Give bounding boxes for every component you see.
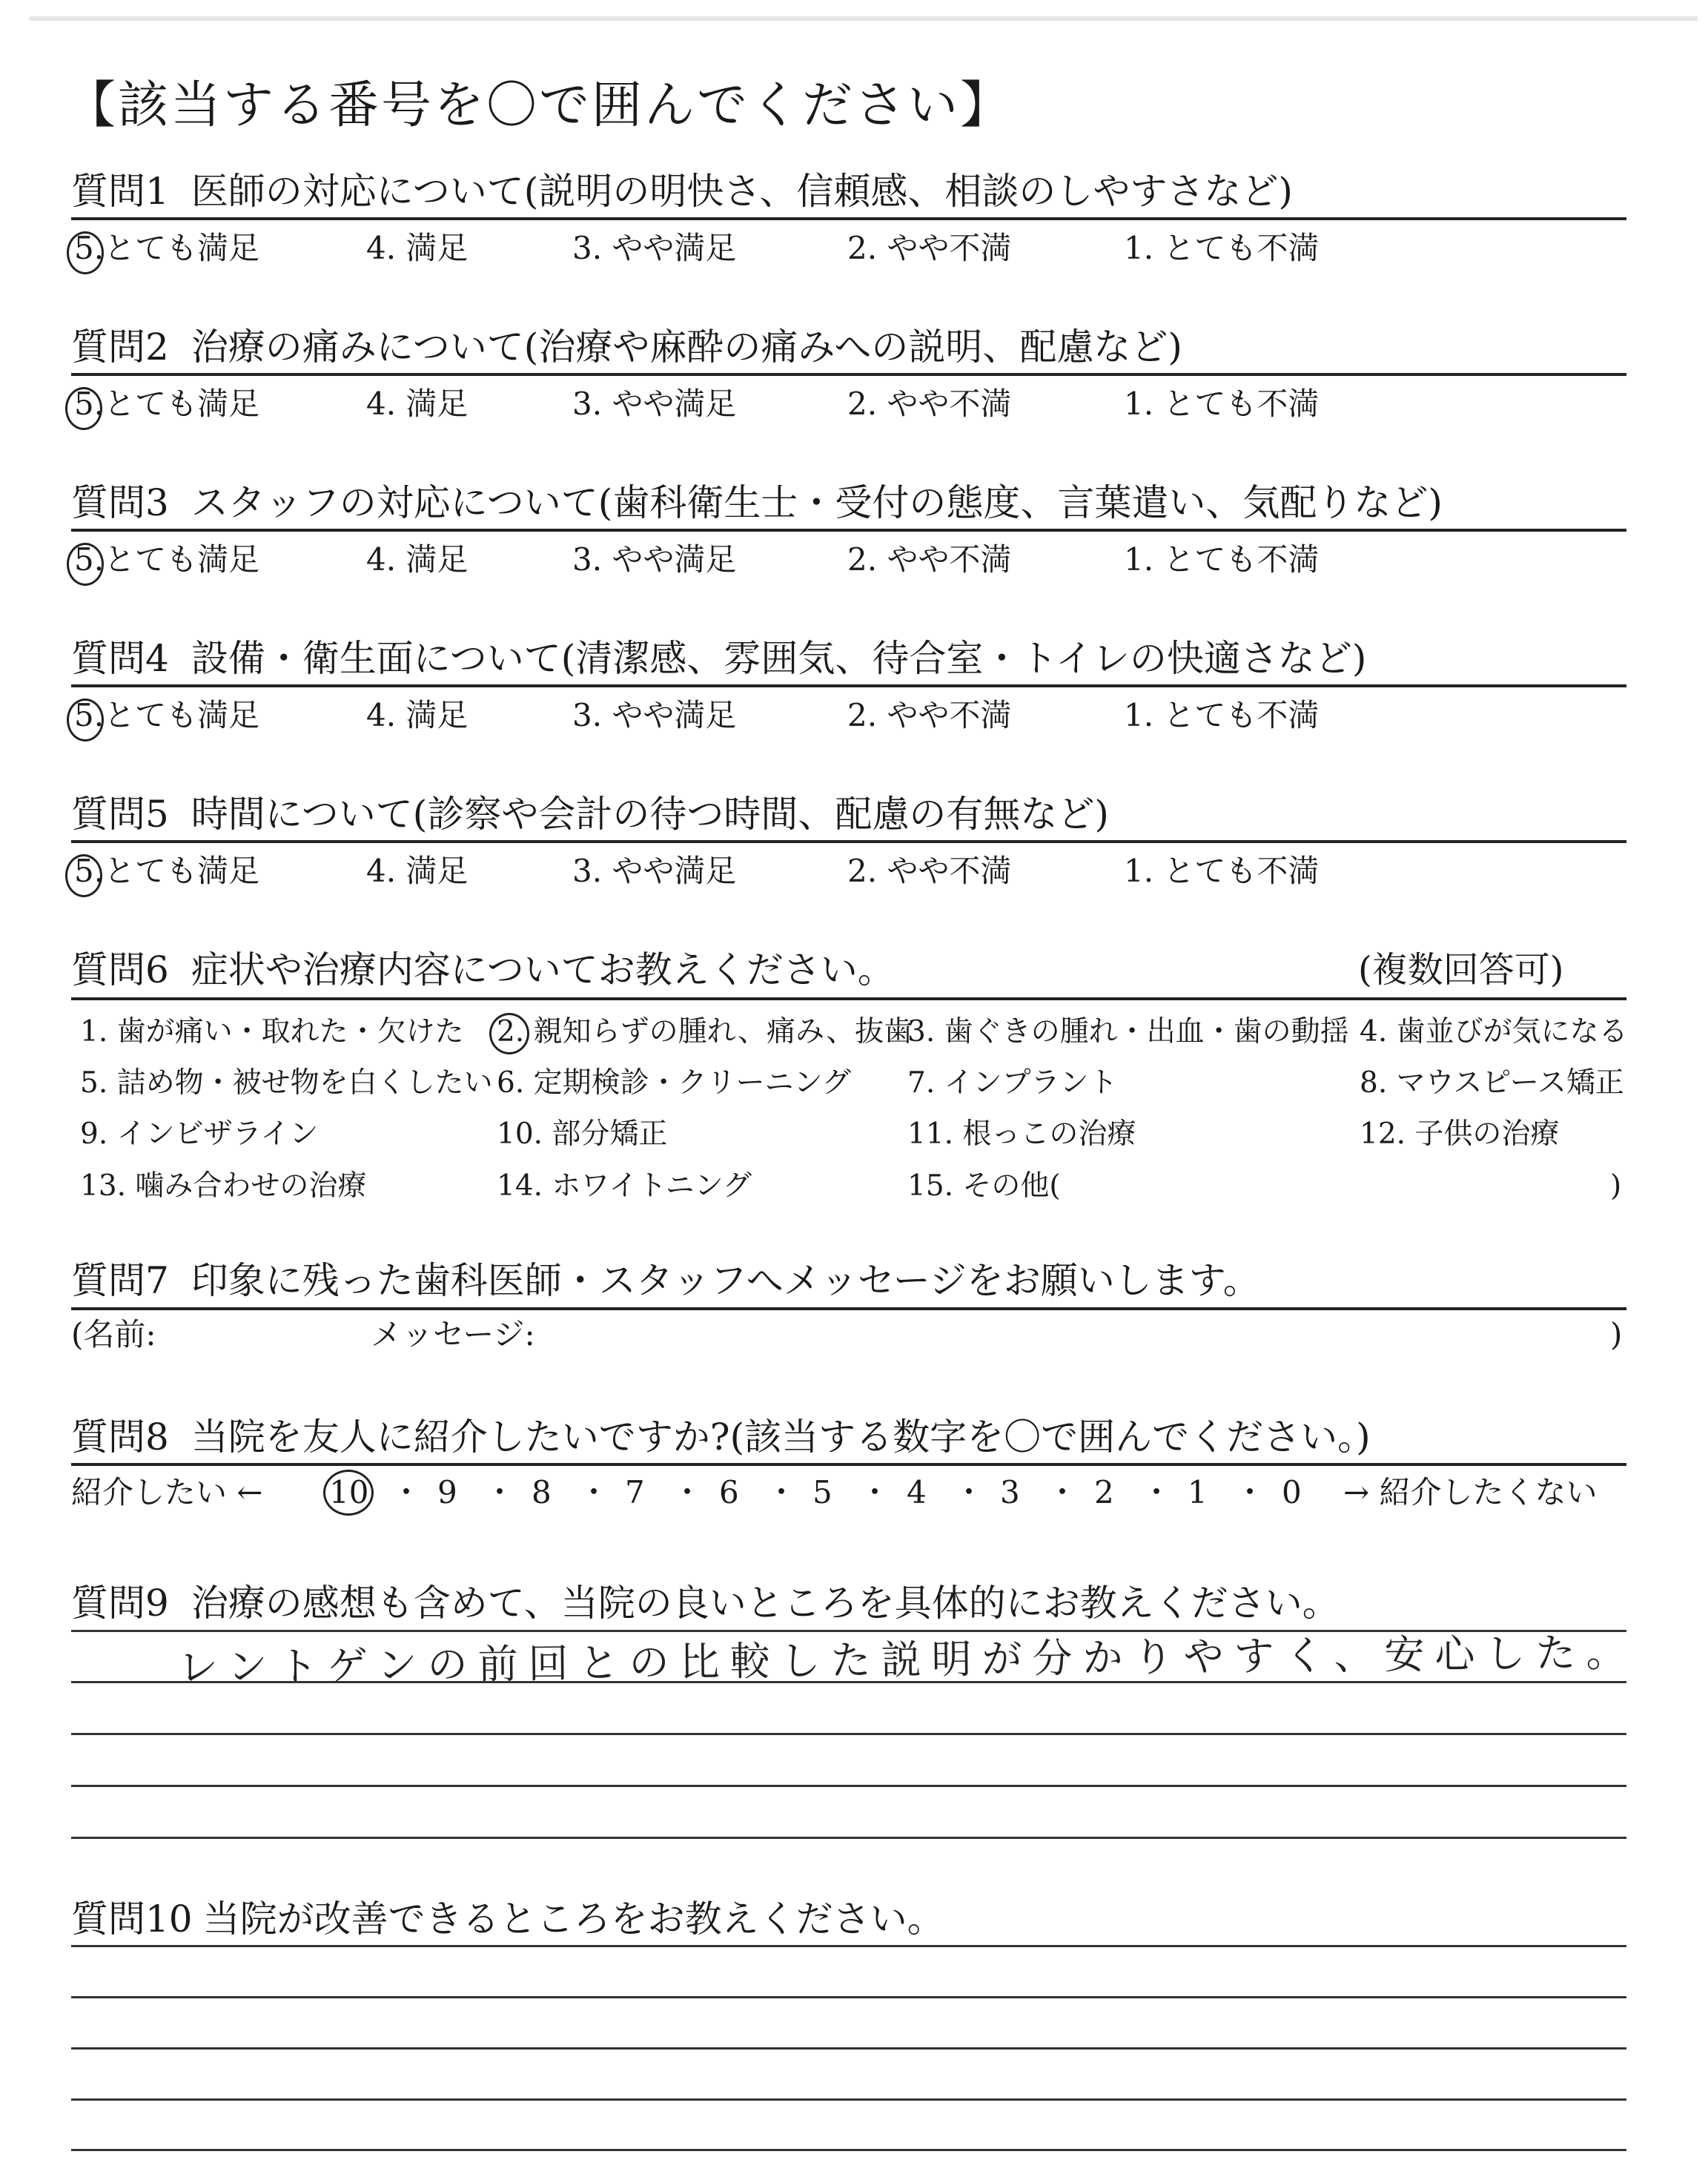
option-5[interactable]: 5.とても満足 — [74, 230, 260, 266]
answer-line — [71, 1733, 1626, 1735]
option-5[interactable]: 5.とても満足 — [74, 386, 260, 422]
scale-dot: ・ — [859, 1474, 891, 1510]
handwritten-answer[interactable]: レントゲンの前回との比較した説明が分かりやすく、安心した。 — [177, 1628, 1637, 1691]
question-number: 質問10 — [71, 1898, 193, 1941]
question-number: 質問8 — [71, 1416, 169, 1459]
option-1[interactable]: 1. とても不満 — [1124, 386, 1320, 422]
answer-line — [71, 1785, 1626, 1787]
option-4[interactable]: 4. 満足 — [366, 697, 469, 733]
q6-option-4[interactable]: 4. 歯並びが気になる — [1360, 1015, 1628, 1048]
not-recommend-label: → 紹介したくない — [1343, 1474, 1598, 1510]
option-5[interactable]: 5.とても満足 — [74, 697, 260, 733]
scan-edge — [30, 16, 1698, 21]
q6-option-12[interactable]: 12. 子供の治療 — [1360, 1117, 1560, 1151]
question-number: 質問2 — [71, 326, 169, 369]
multiple-answer-note: (複数回答可) — [1358, 949, 1564, 991]
q6-option-5[interactable]: 5. 詰め物・被せ物を白くしたい — [80, 1066, 493, 1100]
scale-dot: ・ — [953, 1474, 985, 1510]
score-1[interactable]: 1 — [1188, 1474, 1208, 1510]
answer-line — [71, 1996, 1626, 1998]
q6-option-1[interactable]: 1. 歯が痛い・取れた・欠けた — [80, 1015, 464, 1048]
score-9[interactable]: 9 — [437, 1474, 457, 1510]
question-number: 質問5 — [71, 793, 169, 836]
option-2[interactable]: 2. やや不満 — [847, 697, 1012, 733]
q6-option-10[interactable]: 10. 部分矯正 — [497, 1117, 668, 1151]
page-title: 【該当する番号を〇で囲んでください】 — [65, 76, 1013, 135]
score-5[interactable]: 5 — [812, 1474, 833, 1510]
option-1[interactable]: 1. とても不満 — [1124, 541, 1320, 578]
question-number: 質問3 — [71, 481, 169, 524]
option-2[interactable]: 2. やや不満 — [847, 853, 1012, 889]
answer-line — [71, 2149, 1626, 2151]
q6-option-8[interactable]: 8. マウスピース矯正 — [1360, 1066, 1624, 1100]
divider — [71, 217, 1626, 220]
message-label: メッセージ: — [371, 1316, 535, 1353]
option-4[interactable]: 4. 満足 — [366, 853, 469, 889]
scale-dot: ・ — [1047, 1474, 1079, 1510]
divider — [71, 1463, 1626, 1466]
option-3[interactable]: 3. やや満足 — [572, 230, 737, 266]
option-4[interactable]: 4. 満足 — [366, 386, 469, 422]
divider — [71, 840, 1626, 843]
question-text: 医師の対応について(説明の明快さ、信頼感、相談のしやすさなど) — [191, 170, 1293, 213]
option-5[interactable]: 5.とても満足 — [74, 853, 260, 889]
question-text: スタッフの対応について(歯科衛生士・受付の態度、言葉遣い、気配りなど) — [191, 481, 1443, 524]
option-1[interactable]: 1. とても不満 — [1124, 853, 1320, 889]
question-text: 症状や治療内容についてお教えください。 — [191, 948, 895, 991]
answer-line — [71, 2047, 1626, 2050]
score-10[interactable]: 10 — [329, 1474, 369, 1510]
scale-dot: ・ — [578, 1474, 610, 1510]
answer-line — [71, 1837, 1626, 1839]
option-5[interactable]: 5.とても満足 — [74, 541, 260, 578]
option-1[interactable]: 1. とても不満 — [1124, 697, 1320, 733]
scale-dot: ・ — [672, 1474, 704, 1510]
option-3[interactable]: 3. やや満足 — [572, 697, 737, 733]
option-2[interactable]: 2. やや不満 — [847, 230, 1012, 266]
score-2[interactable]: 2 — [1094, 1474, 1114, 1510]
divider — [71, 373, 1626, 376]
score-7[interactable]: 7 — [625, 1474, 645, 1510]
score-6[interactable]: 6 — [719, 1474, 739, 1510]
question-text: 治療の感想も含めて、当院の良いところを具体的にお教えください。 — [191, 1582, 1340, 1625]
question-text: 印象に残った歯科医師・スタッフへメッセージをお願いします。 — [191, 1259, 1260, 1302]
q6-option-15[interactable]: 15. その他( — [907, 1169, 1061, 1203]
q6-option-13[interactable]: 13. 噛み合わせの治療 — [80, 1169, 367, 1203]
question-number: 質問6 — [71, 948, 169, 991]
question-number: 質問7 — [71, 1259, 169, 1302]
recommend-label: 紹介したい ← — [71, 1474, 263, 1510]
answer-line — [71, 2098, 1626, 2101]
name-label: (名前: — [71, 1316, 156, 1353]
question-number: 質問4 — [71, 637, 169, 680]
question-text: 時間について(診察や会計の待つ時間、配慮の有無など) — [191, 793, 1109, 836]
option-1[interactable]: 1. とても不満 — [1124, 230, 1320, 266]
q6-option-2[interactable]: 2. 親知らずの腫れ、痛み、抜歯 — [497, 1015, 913, 1048]
question-text: 治療の痛みについて(治療や麻酔の痛みへの説明、配慮など) — [191, 326, 1182, 369]
question-number: 質問1 — [71, 170, 169, 213]
q6-option-9[interactable]: 9. インビザライン — [80, 1117, 319, 1151]
score-3[interactable]: 3 — [1000, 1474, 1020, 1510]
q6-option-3[interactable]: 3. 歯ぐきの腫れ・出血・歯の動揺 — [907, 1015, 1349, 1048]
divider — [71, 997, 1626, 1000]
question-text: 当院を友人に紹介したいですか?(該当する数字を〇で囲んでください。) — [191, 1416, 1371, 1459]
option-3[interactable]: 3. やや満足 — [572, 541, 737, 578]
answer-line — [71, 1945, 1626, 1947]
q6-option-7[interactable]: 7. インプラント — [907, 1066, 1118, 1100]
question-text: 設備・衛生面について(清潔感、雰囲気、待合室・トイレの快適さなど) — [191, 637, 1367, 680]
divider — [71, 1307, 1626, 1310]
score-8[interactable]: 8 — [532, 1474, 552, 1510]
option-4[interactable]: 4. 満足 — [366, 541, 469, 578]
scale-dot: ・ — [1141, 1474, 1173, 1510]
option-2[interactable]: 2. やや不満 — [847, 541, 1012, 578]
option-2[interactable]: 2. やや不満 — [847, 386, 1012, 422]
divider — [71, 684, 1626, 687]
scale-dot: ・ — [1234, 1474, 1266, 1510]
option-4[interactable]: 4. 満足 — [366, 230, 469, 266]
q6-option-11[interactable]: 11. 根っこの治療 — [907, 1117, 1136, 1151]
divider — [71, 529, 1626, 532]
q6-option-6[interactable]: 6. 定期検診・クリーニング — [497, 1066, 851, 1100]
other-close-paren: ) — [1610, 1169, 1622, 1203]
option-3[interactable]: 3. やや満足 — [572, 386, 737, 422]
score-0[interactable]: 0 — [1282, 1474, 1302, 1510]
message-close-paren: ) — [1610, 1316, 1623, 1353]
question-text: 当院が改善できるところをお教えください。 — [202, 1898, 944, 1941]
q6-option-14[interactable]: 14. ホワイトニング — [497, 1169, 752, 1203]
score-4[interactable]: 4 — [907, 1474, 927, 1510]
scale-dot: ・ — [766, 1474, 798, 1510]
question-number: 質問9 — [71, 1582, 169, 1625]
scale-dot: ・ — [484, 1474, 516, 1510]
scale-dot: ・ — [391, 1474, 423, 1510]
option-3[interactable]: 3. やや満足 — [572, 853, 737, 889]
